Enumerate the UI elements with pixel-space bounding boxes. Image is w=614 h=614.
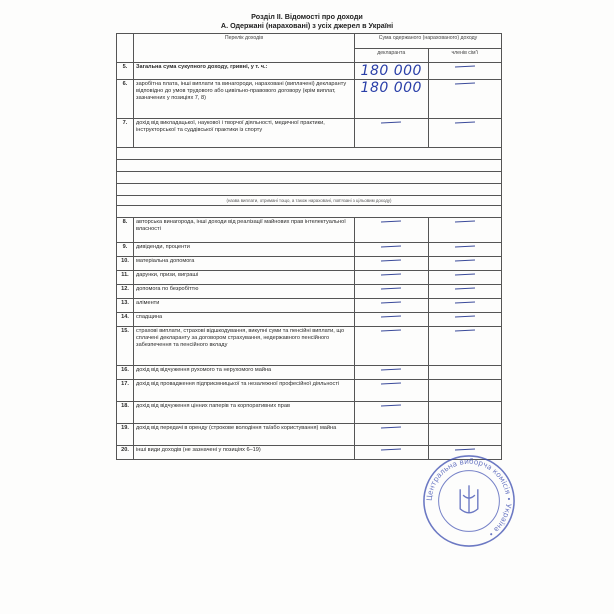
row-number: 10. — [117, 257, 134, 271]
family-amount — [428, 257, 502, 271]
family-amount — [428, 366, 502, 380]
row-number: 19. — [117, 424, 134, 446]
dash-mark — [381, 382, 401, 384]
table-row — [117, 257, 502, 271]
row-number: 15. — [117, 327, 134, 366]
dash-mark — [455, 82, 475, 84]
blank-row — [117, 206, 502, 218]
table-row — [117, 285, 502, 299]
declarant-amount — [355, 63, 429, 80]
declarant-amount — [355, 80, 429, 119]
table-row — [117, 63, 502, 80]
dash-mark — [455, 220, 475, 222]
dash-mark — [381, 287, 401, 289]
declarant-amount — [355, 218, 429, 243]
row-number: 9. — [117, 243, 134, 257]
row-description: Загальна сума сукупного доходу, гривні, у т. ч.: — [134, 63, 355, 80]
row-description: матеріальна допомога — [134, 257, 355, 271]
blank-row — [117, 184, 502, 196]
dash-mark — [381, 448, 401, 450]
declarant-amount — [355, 119, 429, 148]
row-number: 5. — [117, 63, 134, 80]
trident-emblem-icon — [460, 485, 478, 512]
table-row — [117, 243, 502, 257]
table-row — [117, 380, 502, 402]
header-amount-group: Сума одержаного (нарахованого) доходу — [355, 34, 502, 49]
dash-mark — [381, 220, 401, 222]
row-description: дарунки, призи, виграші — [134, 271, 355, 285]
blank-row — [117, 172, 502, 184]
dash-mark — [381, 273, 401, 275]
row-description: дохід від відчуження цінних паперів та корпоративних прав — [134, 402, 355, 424]
family-amount — [428, 271, 502, 285]
dash-mark — [455, 315, 475, 317]
header-family: членів сім'ї — [428, 48, 502, 63]
table-row — [117, 402, 502, 424]
row-description: дивіденди, проценти — [134, 243, 355, 257]
row-description: інші види доходів (не зазначені у позиціях 6–19) — [134, 446, 355, 460]
family-amount — [428, 218, 502, 243]
section-title: Розділ ІІ. Відомості про доходи — [251, 12, 363, 21]
dash-mark — [381, 245, 401, 247]
declarant-amount — [355, 446, 429, 460]
dash-mark — [381, 426, 401, 428]
family-amount — [428, 285, 502, 299]
subsection-title: А. Одержані (нараховані) з усіх джерел в Україні — [220, 21, 394, 30]
dash-mark — [455, 121, 475, 123]
family-amount — [428, 119, 502, 148]
row-description: дохід від передачі в оренду (строкове володіння та/або користування) майна — [134, 424, 355, 446]
declarant-amount — [355, 271, 429, 285]
table-row — [117, 327, 502, 366]
declarant-amount — [355, 243, 429, 257]
row-description: дохід від відчуження рухомого та нерухомого майна — [134, 366, 355, 380]
table-row — [117, 271, 502, 285]
row-number: 14. — [117, 313, 134, 327]
header-num-cell — [117, 34, 134, 63]
family-amount — [428, 299, 502, 313]
row-number: 13. — [117, 299, 134, 313]
declarant-amount — [355, 402, 429, 424]
dash-mark — [455, 301, 475, 303]
dash-mark — [455, 287, 475, 289]
declarant-amount — [355, 327, 429, 366]
row-description: дохід від викладацької, наукової і творчої діяльності, медичної практики, інструкторської та суддівської практики із спорту — [134, 119, 355, 148]
family-amount — [428, 402, 502, 424]
family-amount — [428, 380, 502, 402]
header-declarant: декларанта — [355, 48, 429, 63]
family-amount — [428, 327, 502, 366]
declarant-amount — [355, 380, 429, 402]
declarant-amount — [355, 299, 429, 313]
dash-mark — [455, 273, 475, 275]
row-description: аліменти — [134, 299, 355, 313]
row-description: страхові виплати, страхові відшкодування, викупні суми та пенсійні виплати, що сплачені декларанту за договором страхування, недержавного пенсійного забезпечення та пенсійного вкладу — [134, 327, 355, 366]
row-description: заробітна плата, інші виплати та винагороди, нараховані (виплачені) декларанту відповідно до умов трудового або цивільно-правового договору (крім виплат, зазначених у позиціях 7, 8) — [134, 80, 355, 119]
row-number: 18. — [117, 402, 134, 424]
dash-mark — [455, 448, 475, 450]
family-amount — [428, 80, 502, 119]
declarant-amount — [355, 257, 429, 271]
row-number: 17. — [117, 380, 134, 402]
official-seal-stamp — [420, 452, 518, 550]
blank-row — [117, 160, 502, 172]
seal-ring-text: Центральна виборча комісія • Україна • — [424, 456, 514, 539]
dash-mark — [381, 121, 401, 123]
handwritten-amount: 180 000 — [360, 63, 422, 79]
other-income-caption: (назва виплати, отримані тощо, а також нараховані, пов'язані з цільовим доходу) — [117, 196, 502, 206]
dash-mark — [381, 368, 401, 370]
declarant-amount — [355, 366, 429, 380]
dash-mark — [455, 245, 475, 247]
table-row — [117, 424, 502, 446]
dash-mark — [455, 259, 475, 261]
family-amount — [428, 243, 502, 257]
declarant-amount — [355, 313, 429, 327]
family-amount — [428, 313, 502, 327]
row-number: 11. — [117, 271, 134, 285]
blank-row — [117, 148, 502, 160]
row-number: 8. — [117, 218, 134, 243]
handwritten-amount: 180 000 — [360, 80, 422, 96]
header-income-type: Перелік доходів — [134, 34, 355, 63]
table-row — [117, 218, 502, 243]
row-description: авторська винагорода, інші доходи від реалізації майнових прав інтелектуальної власності — [134, 218, 355, 243]
row-description: допомога по безробіттю — [134, 285, 355, 299]
dash-mark — [455, 329, 475, 331]
dash-mark — [381, 329, 401, 331]
dash-mark — [381, 259, 401, 261]
row-number: 7. — [117, 119, 134, 148]
declarant-amount — [355, 285, 429, 299]
section-heading — [0, 12, 614, 30]
dash-mark — [381, 404, 401, 406]
declarant-amount — [355, 424, 429, 446]
table-row — [117, 313, 502, 327]
dash-mark — [381, 301, 401, 303]
row-description: спадщина — [134, 313, 355, 327]
table-row — [117, 366, 502, 380]
dash-mark — [455, 65, 475, 67]
row-number: 12. — [117, 285, 134, 299]
row-number: 16. — [117, 366, 134, 380]
table-row — [117, 80, 502, 119]
dash-mark — [381, 315, 401, 317]
family-amount — [428, 63, 502, 80]
table-row — [117, 299, 502, 313]
row-number: 20. — [117, 446, 134, 460]
family-amount — [428, 424, 502, 446]
table-header-row — [117, 34, 502, 49]
row-number: 6. — [117, 80, 134, 119]
table-row — [117, 119, 502, 148]
row-description: дохід від провадження підприємницької та незалежної професійної діяльності — [134, 380, 355, 402]
caption-row — [117, 196, 502, 206]
income-table — [116, 33, 502, 460]
